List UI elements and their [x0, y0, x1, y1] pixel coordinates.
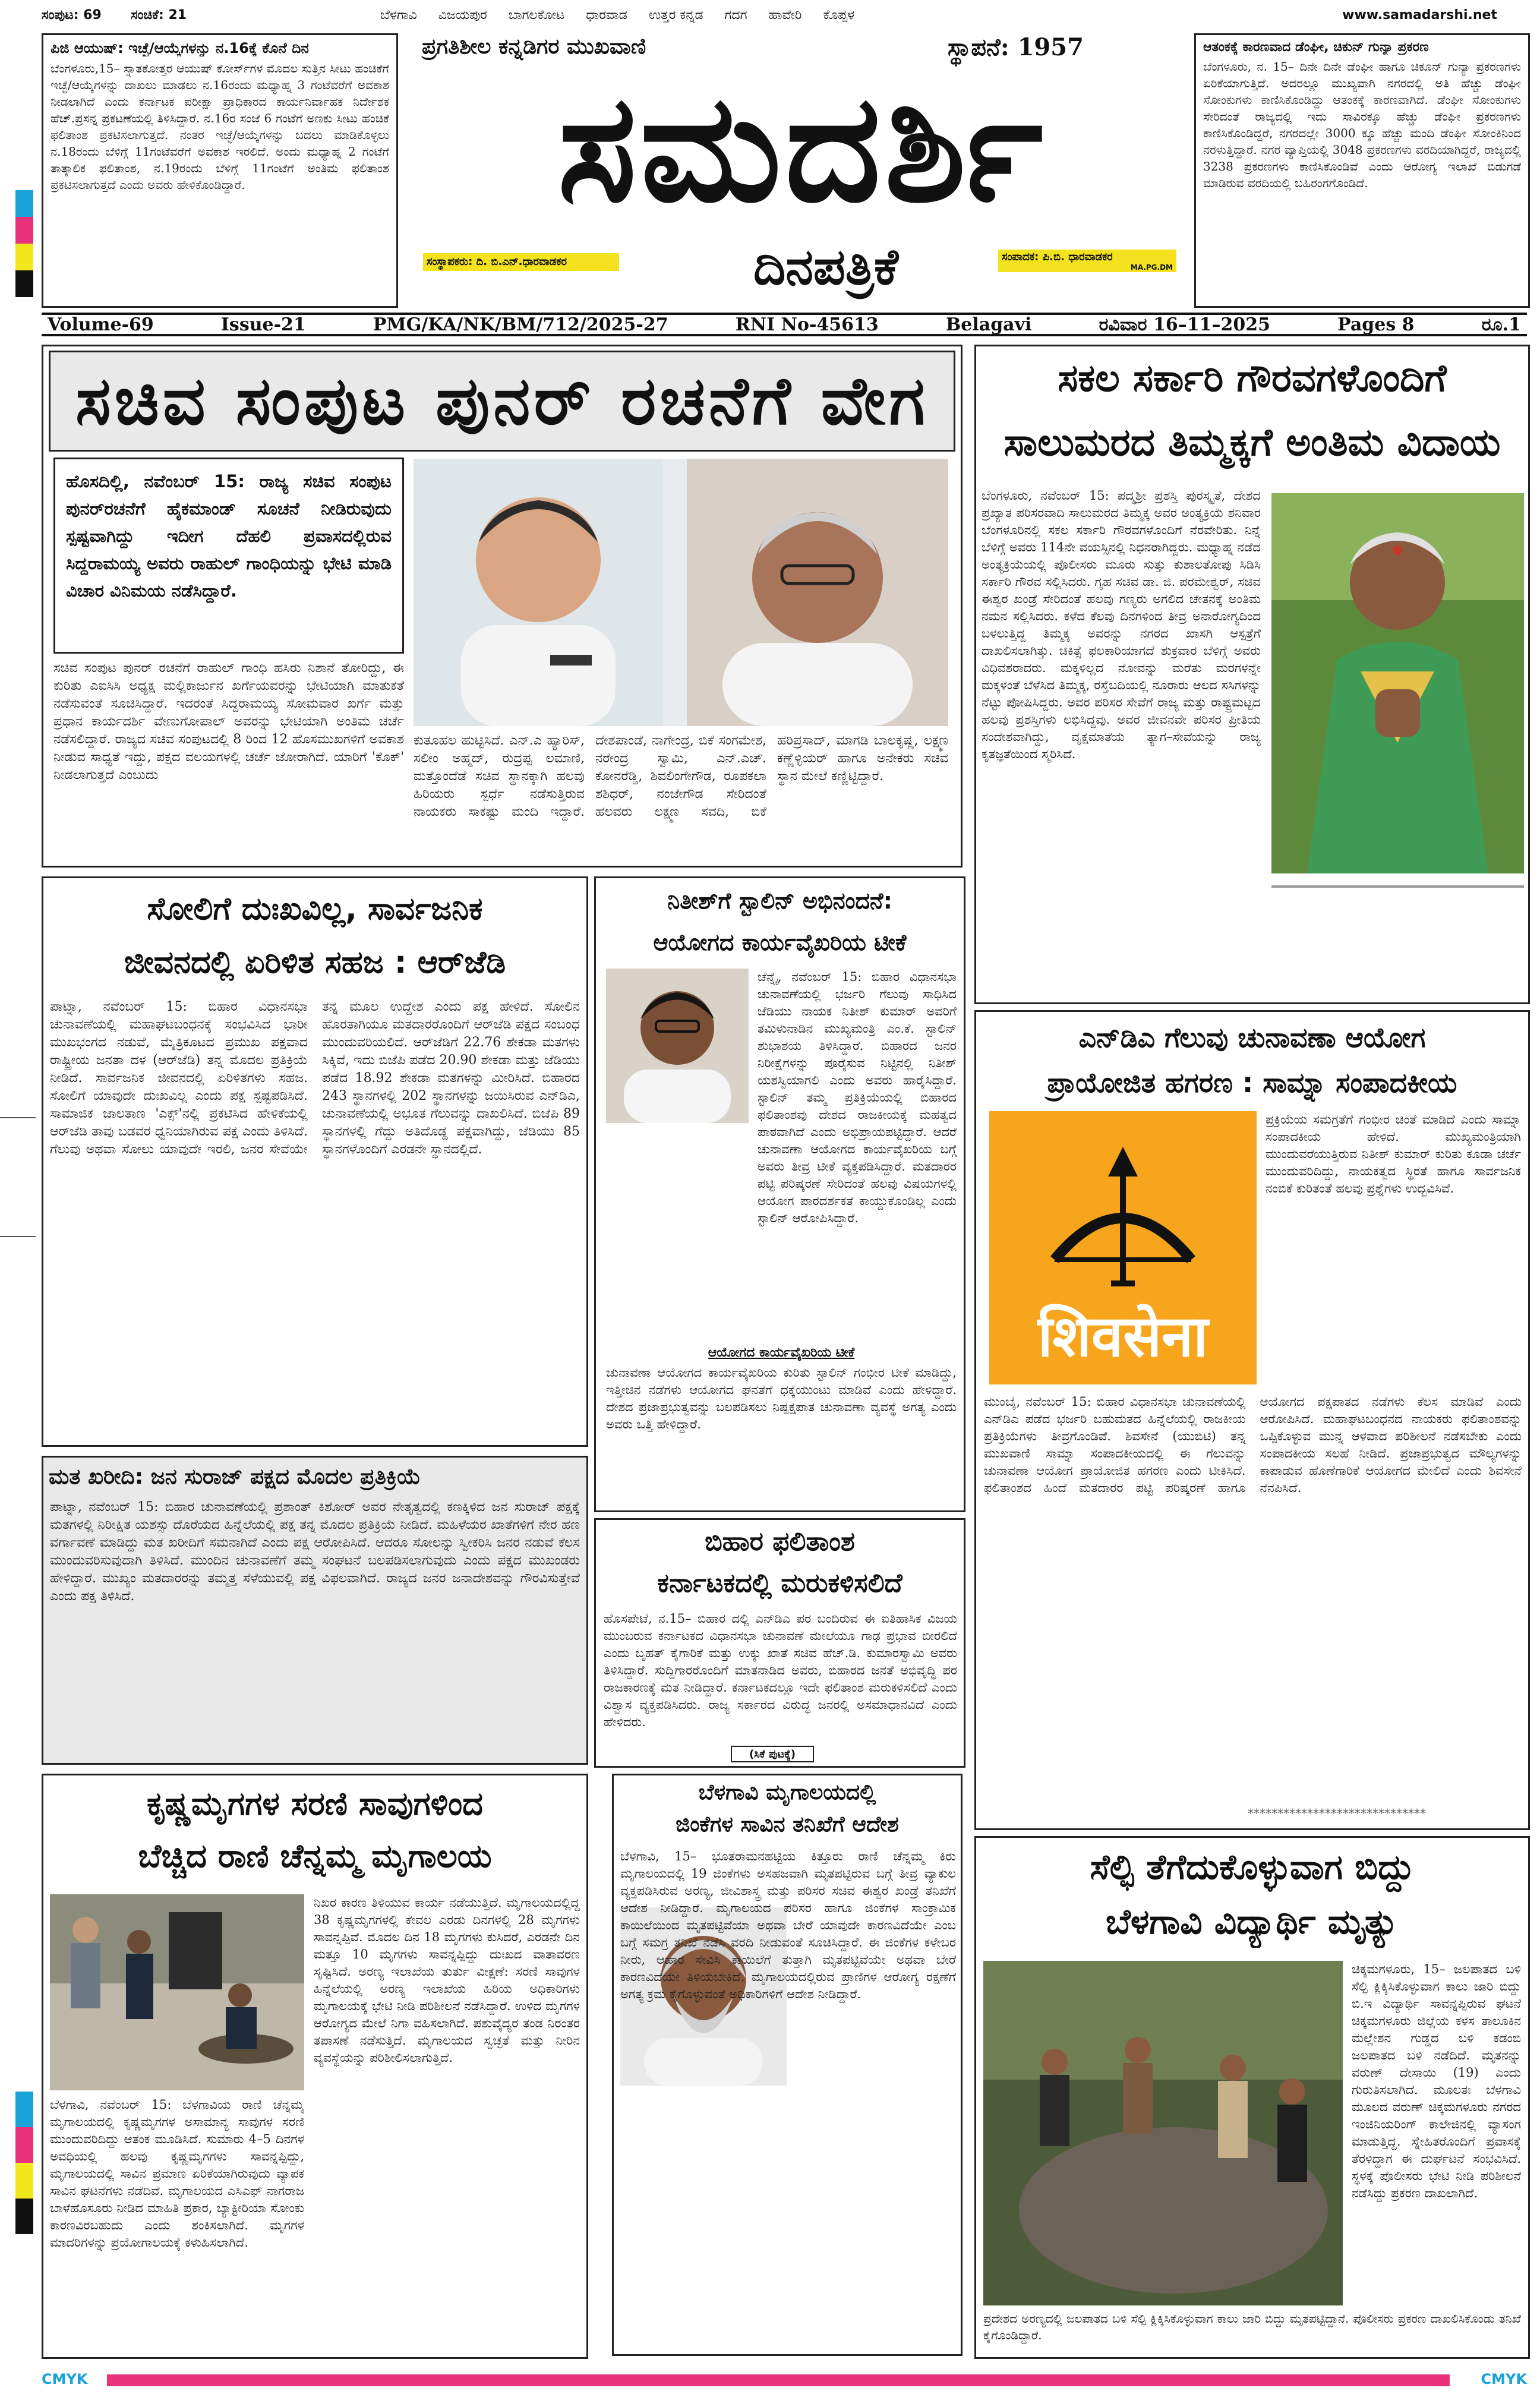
saamana-headline-2: ಪ್ರಾಯೋಜಿತ ಹಗರಣ : ಸಾಮ್ನಾ ಸಂಪಾದಕೀಯ	[1047, 1067, 1457, 1099]
selfie-headline-1: ಸೆಲ್ಫಿ ತೆಗೆದುಕೊಳ್ಳುವಾಗ ಬಿದ್ದು	[1090, 1847, 1415, 1887]
selfie-caption: ಪ್ರದೇಶದ ಅರಣ್ಯದಲ್ಲಿ ಜಲಪಾತದ ಬಳಿ ಸೆಲ್ಫಿ ಕ್ಲಿಕ್ಕಿಸಿಕೊಳ್ಳುವಾಗ ಕಾಲು ಜಾರಿ ಬಿದ್ದು ಮೃತಪಟ್ಟಿದ್ದಾನೆ. ಪೊಲೀಸರು ಪ್ರಕರಣ ದಾಖಲಿಸಿಕೊಂಡು ತನಿಖೆ ಕೈಗೊಂಡಿದ್ದಾರೆ.	[983, 2311, 1521, 2342]
top-bar	[42, 5, 1497, 25]
masthead-tagline: ಪ್ರಗತಿಶೀಲ ಕನ್ನಡಿಗರ ಮುಖವಾಣಿ	[422, 34, 646, 59]
issue-date: ರವಿವಾರ 16–11–2025	[1099, 314, 1270, 335]
deer-headline-2: ಜಿಂಕೆಗಳ ಸಾವಿನ ತನಿಖೆಗೆ ಆದೇಶ	[676, 1812, 899, 1837]
left-box-headline: ಪಿಜಿ ಆಯುಷ್: ಇಚ್ಛೆ/ಆಯ್ಕೆಗಳನ್ನು ನ.16ಕ್ಕೆ ಕೊನೆ ದಿನ	[51, 40, 309, 56]
selfie-headline-2: ಬೆಳಗಾವಿ ವಿದ್ಯಾರ್ಥಿ ಮೃತ್ಯು	[1105, 1901, 1399, 1942]
stalin-headline-1: ನಿತೀಶ್‌ಗೆ ಸ್ಟಾಲಿನ್ ಅಭಿನಂದನೆ:	[667, 888, 892, 914]
saamana-headline-1: ಎನ್‌ಡಿಎ ಗೆಲುವು ಚುನಾವಣಾ ಆಯೋಗ	[1078, 1021, 1426, 1054]
karnataka-body: ಹೊಸಪೇಟೆ, ನ.15– ಬಿಹಾರ ದಲ್ಲಿ ಎನ್‌ಡಿಎ ಪರ ಬಂದಿರುವ ಈ ಐತಿಹಾಸಿಕ ವಿಜಯ ಮುಂಬರುವ ಕರ್ನಾಟಕದ ವಿಧಾನಸಭಾ ಚುನಾವಣೆ ಮೇಲೆಯೂ ಗಾಢ ಪ್ರಭಾವ ಬೀರಲಿದೆ ಎಂದು ಬೃಹತ್ ಕೈಗಾರಿಕೆ ಮತ್ತು ಉಕ್ಕು ಖಾತೆ ಸಚಿವ ಹೆಚ್.ಡಿ. ಕುಮಾರಸ್ವಾಮಿ ಅವರು ತಿಳಿಸಿದ್ದಾರೆ. ಸುದ್ದಿಗಾರರೊಂದಿಗೆ ಮಾತನಾಡಿದ ಅವರು, ಬಿಹಾರದ ಜನತೆ ಅಭಿವೃದ್ಧಿ ಪರ ರಾಜಕಾರಣಕ್ಕೆ ಮತ ನೀಡಿದ್ದಾರೆ. ಕರ್ನಾಟಕದಲ್ಲೂ ಇದೇ ಫಲಿತಾಂಶ ಮರುಕಳಿಸಲಿದೆ ಎಂದು ವಿಶ್ವಾಸ ವ್ಯಕ್ತಪಡಿಸಿದರು. ರಾಜ್ಯ ಸರ್ಕಾರದ ವಿರುದ್ಧ ಜನರಲ್ಲಿ ಅಸಮಾಧಾನವಿದೆ ಎಂದು ಹೇಳಿದರು.	[604, 1611, 957, 1729]
selfie-photo	[983, 1961, 1343, 2305]
deer-photo-mask	[620, 1907, 793, 2086]
masthead-established: ಸ್ಥಾಪನೆ: 1957	[948, 33, 1084, 61]
edition-item: ಉತ್ತರ ಕನ್ನಡ	[648, 7, 703, 23]
left-news-box	[42, 33, 398, 308]
edition-list	[380, 8, 1342, 23]
stalin-subbody: ಚುನಾವಣಾ ಆಯೋಗದ ಕಾರ್ಯವೈಖರಿಯ ಕುರಿತು ಸ್ಟಾಲಿನ್ ಗಂಭೀರ ಟೀಕೆ ಮಾಡಿದ್ದು, ಇತ್ತೀಚಿನ ನಡೆಗಳು ಆಯೋಗದ ಘನತೆಗೆ ಧಕ್ಕೆಯುಂಟು ಮಾಡಿವೆ ಎಂದು ಹೇಳಿದ್ದಾರೆ. ದೇಶದ ಪ್ರಜಾಪ್ರಭುತ್ವವನ್ನು ಬಲಪಡಿಸಲು ನಿಷ್ಪಕ್ಷಪಾತ ಚುನಾವಣಾ ವ್ಯವಸ್ಥೆ ಅಗತ್ಯ ಎಂದು ಅವರು ಒತ್ತಿ ಹೇಳಿದ್ದಾರೆ.	[606, 1365, 957, 1431]
right-news-box	[1194, 33, 1530, 308]
page-count: Pages 8	[1337, 314, 1415, 335]
karnataka-headline-2: ಕರ್ನಾಟಕದಲ್ಲಿ ಮರುಕಳಿಸಲಿದೆ	[657, 1568, 902, 1598]
rjd-headline-1: ಸೋಲಿಗೆ ದುಃಖವಿಲ್ಲ, ಸಾರ್ವಜನಿಕ	[147, 891, 483, 927]
edition-item: ಬಾಗಲಕೋಟ	[508, 7, 565, 23]
rni-number: RNI No-45613	[735, 314, 879, 335]
karnataka-headline-1: ಬಿಹಾರ ಫಲಿತಾಂಶ	[705, 1526, 855, 1557]
saamana-separator: ******************************	[1248, 1806, 1426, 1821]
thimmakka-headline-2: ಸಾಲುಮರದ ತಿಮ್ಮಕ್ಕಗೆ ಅಂತಿಮ ವಿದಾಯ	[1003, 421, 1501, 465]
edition-item: ಧಾರವಾಡ	[586, 7, 627, 23]
jansuraaj-headline: ಮತ ಖರೀದಿ: ಜನ ಸುರಾಜ್ ಪಕ್ಷದ ಮೊದಲ ಪ್ರತಿಕ್ರಿಯೆ	[49, 1465, 421, 1489]
right-box-body: ಬೆಂಗಳೂರು, ನ. 15– ದಿನೇ ದಿನೇ ಡೆಂಘೀ ಹಾಗೂ ಚಿಕೂನ್ ಗುನ್ಯಾ ಪ್ರಕರಣಗಳು ಏರಿಕೆಯಾಗುತ್ತಿದೆ. ಅದರಲ್ಲೂ ಮುಖ್ಯವಾಗಿ ನಗರದಲ್ಲಿ ಅತಿ ಹೆಚ್ಚು ಡೆಂಘೀ ಸೋಂಕುಗಳು ಕಾಣಿಸಿಕೊಂಡಿದ್ದು ಆತಂಕಕ್ಕೆ ಕಾರಣವಾಗಿದೆ. ಡೆಂಘೀ ಸೋಂಕುಗಳು ಸೇರಿದಂತೆ ರಾಜ್ಯದಲ್ಲಿ ಇದು ಸಾವಿರಕ್ಕೂ ಹೆಚ್ಚು ಡೆಂಘೀ ಪ್ರಕರಣಗಳು ಕಾಣಿಸಿಕೊಂಡಿದ್ದರೆ, ನಗರದಲ್ಲೇ 3000 ಕ್ಕೂ ಹೆಚ್ಚು ಮಂದಿ ಡೆಂಘೀ ಸೋಂಕಿನಿಂದ ನರಳುತ್ತಿದ್ದಾರೆ. ನಗರ ವ್ಯಾಪ್ತಿಯಲ್ಲಿ 3048 ಪ್ರಕರಣಗಳು ವರದಿಯಾಗಿದ್ದರೆ, ರಾಜ್ಯದಲ್ಲಿ 3238 ಪ್ರಕರಣಗಳು ಕಾಣಿಸಿಕೊಂಡಿವೆ ಎಂದು ಆರೋಗ್ಯ ಇಲಾಖೆ ಬಿಡುಗಡೆ ಮಾಡಿರುವ ವರದಿಯಲ್ಲಿ ಬಹಿರಂಗಗೊಂಡಿದೆ.	[1203, 59, 1521, 190]
deer-body: ಬೆಳಗಾವಿ, 15– ಭೂತರಾಮನಹಟ್ಟಿಯ ಕಿತ್ತೂರು ರಾಣಿ ಚೆನ್ನಮ್ಮ ಕಿರು ಮೃಗಾಲಯದಲ್ಲಿ 19 ಜಿಂಕೆಗಳು ಅಸಹಜವಾಗಿ ಮೃತಪಟ್ಟಿರುವ ಬಗ್ಗೆ ತೀವ್ರ ವ್ಯಾಕುಲ ವ್ಯಕ್ತಪಡಿಸಿರುವ ಅರಣ್ಯ, ಜೀವಿಶಾಸ್ತ್ರ ಮತ್ತು ಪರಿಸರ ಸಚಿವ ಈಶ್ವರ ಖಂಡ್ರೆ ತನಿಖೆಗೆ ಆದೇಶ ನೀಡಿದ್ದಾರೆ. ಮೃಗಾಲಯದ ಪರಿಸರ ಹಾಗೂ ಜಿಂಕೆಗಳ ಸಾಂಕ್ರಾಮಿಕ ಕಾಯಿಲೆಯಿಂದ ಮೃತಪಟ್ಟಿವೆಯಾ ಅಥವಾ ಬೇರೆ ಯಾವುದೇ ಕಾರಣವಿದೆಯೇ ಎಂಬ ಬಗ್ಗೆ ಸಮಗ್ರ ತನಿಖೆ ನಡೆಸಿ ವರದಿ ನೀಡುವಂತೆ ಸೂಚಿಸಿದ್ದಾರೆ. ಈ ಜಿಂಕೆಗಳ ಕಳೇಬರ ನೀರು, ಆಹಾರ ಸೇವಿಸಿ ಕಾಯಿಲೆಗೆ ತುತ್ತಾಗಿ ಮೃತಪಟ್ಟಿವೆಯೇ ಅಥವಾ ಬೇರೆ ಕಾರಣವಿದೆಯೇ ತಿಳಿಯಬೇಕಿದೆ. ಮೃಗಾಲಯದಲ್ಲಿರುವ ಪ್ರಾಣಿಗಳ ಆರೋಗ್ಯ ರಕ್ಷಣೆಗೆ ಅಗತ್ಯ ಕ್ರಮ ಕೈಗೊಳ್ಳುವಂತೆ ಅಧಿಕಾರಿಗಳಿಗೆ ಆದೇಶ ನೀಡಿದ್ದಾರೆ.	[620, 1849, 956, 2001]
cabinet-body-left: ಸಚಿವ ಸಂಪುಟ ಪುನರ್ ರಚನೆಗೆ ರಾಹುಲ್ ಗಾಂಧಿ ಹಸಿರು ನಿಶಾನೆ ತೋರಿದ್ದು, ಈ ಕುರಿತು ಎಐಸಿಸಿ ಅಧ್ಯಕ್ಷ ಮಲ್ಲಿಕಾರ್ಜುನ ಖರ್ಗೆಯವರನ್ನು ಭೇಟಿಯಾಗಿ ಮಾತುಕತೆ ನಡೆಸುವಂತೆ ಸೂಚಿಸಿದ್ದಾರೆ. ಇದರಂತೆ ಸಿದ್ದರಾಮಯ್ಯ ಸೋಮವಾರ ಖರ್ಗೆ ಮತ್ತು ಪ್ರಧಾನ ಕಾರ್ಯದರ್ಶಿ ವೇಣುಗೋಪಾಲ್ ಅವರನ್ನು ಭೇಟಿಯಾಗಿ ಅಂತಿಮ ಚರ್ಚೆ ನಡೆಸಲಿದ್ದಾರೆ. ರಾಜ್ಯದ ಸಚಿವ ಸಂಪುಟದಲ್ಲಿ 8 ರಿಂದ 12 ಹೊಸಮುಖಗಳಿಗೆ ಅವಕಾಶ ನೀಡುವ ಸಾಧ್ಯತೆ ಇದ್ದು, ಪಕ್ಷದ ವಲಯಗಳಲ್ಲಿ ಚರ್ಚೆ ಜೋರಾಗಿದೆ. ಯಾರಿಗೆ 'ಕೊಕ್' ನೀಡಲಾಗುತ್ತದೆ ಎಂಬುದು	[53, 661, 404, 783]
editor-name: ಸಂಪಾದಕ: ಪಿ.ಬಿ. ಧಾರವಾಡಕರ	[1002, 251, 1113, 263]
volume-label: ಸಂಪುಟ: 69	[42, 7, 102, 23]
edition-item: ಹಾವೇರಿ	[768, 7, 802, 23]
blackbuck-body-right: ನಿಖರ ಕಾರಣ ತಿಳಿಯುವ ಕಾರ್ಯ ನಡೆಯುತ್ತಿದೆ. ಮೃಗಾಲಯದಲ್ಲಿದ್ದ 38 ಕೃಷ್ಣಮೃಗಗಳಲ್ಲಿ ಕೇವಲ ಎರಡು ದಿನಗಳಲ್ಲಿ 28 ಮೃಗಗಳು ಸಾವನ್ನಪ್ಪಿವೆ. ಮೊದಲ ದಿನ 18 ಮೃಗಗಳು ಕುಸಿದರೆ, ಎರಡನೇ ದಿನ ಮತ್ತೂ 10 ಮೃಗಗಳು ಸಾವನ್ನಪ್ಪಿದ್ದು ದುಃಖದ ವಾತಾವರಣ ಸೃಷ್ಟಿಸಿದೆ. ಅರಣ್ಯ ಇಲಾಖೆಯ ತುರ್ತು ವೀಕ್ಷಣೆ: ಸರಣಿ ಸಾವುಗಳ ಹಿನ್ನೆಲೆಯಲ್ಲಿ ಅರಣ್ಯ ಇಲಾಖೆಯ ಹಿರಿಯ ಅಧಿಕಾರಿಗಳು ಮೃಗಾಲಯಕ್ಕೆ ಭೇಟಿ ನೀಡಿ ಪರಿಶೀಲನೆ ನಡೆಸಿದ್ದಾರೆ. ಉಳಿದ ಮೃಗಗಳ ಆರೋಗ್ಯದ ಮೇಲೆ ನಿಗಾ ವಹಿಸಲಾಗಿದೆ. ಪಶುವೈದ್ಯರ ತಂಡ ನಿರಂತರ ತಪಾಸಣೆ ನಡೆಸುತ್ತಿದೆ. ಮೃಗಾಲಯದ ಸ್ವಚ್ಛತೆ ಮತ್ತು ನೀರಿನ ವ್ಯವಸ್ಥೆಯನ್ನು ಪರಿಶೀಲಿಸಲಾಗುತ್ತಿದೆ.	[314, 1895, 580, 2065]
left-box-body: ಬೆಂಗಳೂರು,15– ಸ್ನಾತಕೋತ್ತರ ಆಯುಷ್ ಕೋರ್ಸ್‌ಗಳ ಮೊದಲ ಸುತ್ತಿನ ಸೀಟು ಹಂಚಿಕೆಗೆ ಇಚ್ಛೆ/ಆಯ್ಕೆಗಳನ್ನು ದಾಖಲು ಮಾಡಲು ನ.16ರಂದು ಮಧ್ಯಾಹ್ನ 3 ಗಂಟೆವರೆಗೆ ಅವಕಾಶ ನೀಡಲಾಗಿದೆ ಎಂದು ಕರ್ನಾಟಕ ಪರೀಕ್ಷಾ ಪ್ರಾಧಿಕಾರದ ಕಾರ್ಯನಿರ್ವಾಹಕ ನಿರ್ದೇಶಕ ಹೆಚ್.ಪ್ರಸನ್ನ ಪ್ರಕಟಣೆಯಲ್ಲಿ ತಿಳಿಸಿದ್ದಾರೆ. ನ.16ರ ಸಂಜೆ 6 ಗಂಟೆಗೆ ಅಣಕು ಸೀಟು ಹಂಚಿಕೆ ಫಲಿತಾಂಶ ಪ್ರಕಟಿಸಲಾಗುತ್ತದೆ. ನಂತರ ಇಚ್ಛೆ/ಆಯ್ಕೆಗಳನ್ನು ಬದಲು ಮಾಡಿಕೊಳ್ಳಲು ನ.18ರಂದು ಬೆಳಿಗ್ಗೆ 11ಗಂಟೆವರೆಗೆ ಅವಕಾಶ ಇರಲಿದೆ. ಅಂದು ಮಧ್ಯಾಹ್ನ 2 ಗಂಟೆಗೆ ತಾತ್ಕಾಲಿಕ ಫಲಿತಾಂಶ, ನ.19ರಂದು ಬೆಳಿಗ್ಗೆ 11ಗಂಟೆಗೆ ಅಂತಿಮ ಫಲಿತಾಂಶ ಪ್ರಕಟಿಸಲಾಗುತ್ತದೆ ಎಂದು ಅವರು ಹೇಳಿಕೊಂಡಿದ್ದಾರೆ.	[51, 61, 389, 192]
cmyk-marker-left	[15, 190, 33, 297]
blackbuck-headline-1: ಕೃಷ್ಣಮೃಗಗಳ ಸರಣಿ ಸಾವುಗಳಿಂದ	[146, 1785, 484, 1822]
edition-item: ಬೆಳಗಾವಿ	[380, 7, 417, 23]
selfie-body: ಚಿಕ್ಕಮಗಳೂರು, 15– ಜಲಪಾತದ ಬಳಿ ಸೆಲ್ಫಿ ಕ್ಲಿಕ್ಕಿಸಿಕೊಳ್ಳುವಾಗ ಕಾಲು ಜಾರಿ ಬಿದ್ದು ಬಿ.ಇ ವಿದ್ಯಾರ್ಥಿ ಸಾವನ್ನಪ್ಪಿರುವ ಘಟನೆ ಚಿಕ್ಕಮಗಳೂರು ಜಿಲ್ಲೆಯ ಕಳಸ ತಾಲೂಕಿನ ಮಲ್ಲೇಶನ ಗುಡ್ಡದ ಬಳಿ ಕಡಂಬಿ ಜಲಪಾತದ ಬಳಿ ನಡೆದಿದೆ. ಮೃತನನ್ನು ವರುಣ್ ದೇಸಾಯಿ (19) ಎಂದು ಗುರುತಿಸಲಾಗಿದೆ. ಮೂಲತಃ ಬೆಳಗಾವಿ ಮೂಲದ ವರುಣ್ ಚಿಕ್ಕಮಗಳೂರು ನಗರದ ಇಂಜಿನಿಯರಿಂಗ್ ಕಾಲೇಜಿನಲ್ಲಿ ವ್ಯಾಸಂಗ ಮಾಡುತ್ತಿದ್ದ. ಸ್ನೇಹಿತರೊಂದಿಗೆ ಪ್ರವಾಸಕ್ಕೆ ತೆರಳಿದ್ದಾಗ ಈ ದುರ್ಘಟನೆ ಸಂಭವಿಸಿದೆ. ಸ್ಥಳಕ್ಕೆ ಪೊಲೀಸರು ಭೇಟಿ ನೀಡಿ ಪರಿಶೀಲನೆ ನಡೆಸಿದ್ದು ಪ್ರಕರಣ ದಾಖಲಾಗಿದೆ.	[1352, 1962, 1521, 2200]
masthead-title: ಸಮದರ್ಶಿ	[557, 62, 1047, 235]
edition-item: ಗದಗ	[724, 7, 747, 23]
editor-degree: MA.PG.DM	[1130, 263, 1173, 272]
thimmakka-body: ಬೆಂಗಳೂರು, ನವೆಂಬರ್ 15: ಪದ್ಮಶ್ರೀ ಪ್ರಶಸ್ತಿ ಪುರಸ್ಕೃತೆ, ದೇಶದ ಪ್ರಖ್ಯಾತ ಪರಿಸರವಾದಿ ಸಾಲುಮರದ ತಿಮ್ಮಕ್ಕ ಅವರ ಅಂತ್ಯಕ್ರಿಯೆ ಶನಿವಾರ ಬೆಂಗಳೂರಿನಲ್ಲಿ ಸಕಲ ಸರ್ಕಾರಿ ಗೌರವಗಳೊಂದಿಗೆ ನೆರವೇರಿತು. ನಿನ್ನೆ ಬೆಳಿಗ್ಗೆ ಅವರು 114ನೇ ವಯಸ್ಸಿನಲ್ಲಿ ನಿಧನರಾಗಿದ್ದರು. ಮಧ್ಯಾಹ್ನ ನಡೆದ ಅಂತ್ಯಕ್ರಿಯೆಯಲ್ಲಿ ಪೊಲೀಸರು ಮೂರು ಸುತ್ತು ಕುಶಾಲತೋಪು ಸಿಡಿಸಿ ಸರ್ಕಾರಿ ಗೌರವ ಸಲ್ಲಿಸಿದರು. ಗೃಹ ಸಚಿವ ಡಾ. ಜಿ. ಪರಮೇಶ್ವರ್, ಸಚಿವ ಈಶ್ವರ ಖಂಡ್ರೆ ಸೇರಿದಂತೆ ಹಲವು ಗಣ್ಯರು ಅಗಲಿದ ಚೇತನಕ್ಕೆ ಅಂತಿಮ ನಮನ ಸಲ್ಲಿಸಿದರು. ಕಳೆದ ಕೆಲವು ದಿನಗಳಿಂದ ತೀವ್ರ ಅನಾರೋಗ್ಯದಿಂದ ಬಳಲುತ್ತಿದ್ದ ತಿಮ್ಮಕ್ಕ ಅವರನ್ನು ನಗರದ ಖಾಸಗಿ ಆಸ್ಪತ್ರೆಗೆ ದಾಖಲಿಸಲಾಗಿತ್ತು. ಚಿಕಿತ್ಸೆ ಫಲಕಾರಿಯಾಗದೆ ಶುಕ್ರವಾರ ಬೆಳಿಗ್ಗೆ ಅವರು ವಿಧಿವಶರಾದರು. ಮಕ್ಕಳಿಲ್ಲದ ನೋವನ್ನು ಮರೆತು ಮರಗಳನ್ನೇ ಮಕ್ಕಳಂತೆ ಬೆಳೆಸಿದ ತಿಮ್ಮಕ್ಕ, ರಸ್ತೆಬದಿಯಲ್ಲಿ ನೂರಾರು ಆಲದ ಸಸಿಗಳನ್ನು ನೆಟ್ಟು ಪೋಷಿಸಿದ್ದರು. ಅವರ ಪರಿಸರ ಸೇವೆಗೆ ರಾಜ್ಯ ಮತ್ತು ರಾಷ್ಟ್ರಮಟ್ಟದ ಹಲವು ಪ್ರಶಸ್ತಿಗಳು ಲಭಿಸಿದ್ದವು. ಅವರ ಜೀವನವೇ ಪರಿಸರ ಪ್ರೀತಿಯ ಸಂದೇಶವಾಗಿದ್ದು, ವೃಕ್ಷಮಾತೆಯ ತ್ಯಾಗ–ಸೇವೆಯನ್ನು ರಾಜ್ಯ ಕೃತಜ್ಞತೆಯಿಂದ ಸ್ಮರಿಸಿದೆ.	[982, 488, 1261, 761]
cabinet-body-right: ಕುತೂಹಲ ಹುಟ್ಟಿಸಿದೆ. ಎನ್.ಎ ಹ್ಯಾರಿಸ್, ಸಲೀಂ ಅಹ್ಮದ್, ರುದ್ರಪ್ಪ ಲಮಾಣಿ, ಮತ್ತೊಂದೆಡೆ ಸಚಿವ ಸ್ಥಾನಕ್ಕಾಗಿ ಹಲವು ಹಿರಿಯರು ಸ್ಪರ್ಧೆ ನಡೆಸುತ್ತಿರುವ ನಾಯಕರು ಸಾಕಷ್ಟು ಮಂದಿ ಇದ್ದಾರೆ. ದೇಶಪಾಂಡೆ, ನಾಗೇಂದ್ರ, ಬಿಕೆ ಸಂಗಮೇಶ, ನರೇಂದ್ರ ಸ್ವಾಮಿ, ಎನ್.ಎಚ್. ಕೋನರೆಡ್ಡಿ, ಶಿವಲಿಂಗೇಗೌಡ, ರೂಪಕಲಾ ಶಶಿಧರ್, ನಂಜೇಗೌಡ ಸೇರಿದಂತೆ ಹಲವರು ಲಕ್ಷ್ಮಣ ಸವದಿ, ಬಿಕೆ ಹರಿಪ್ರಸಾದ್, ಮಾಗಡಿ ಬಾಲಕೃಷ್ಣ, ಲಕ್ಷ್ಮಣ ಕಣ್ಣೆಳ್ಳಿಯರ್ ಹಾಗೂ ಅನೇಕರು ಸಚಿವ ಸ್ಥಾನ ಮೇಲೆ ಕಣ್ಣಿಟ್ಟಿದ್ದಾರೆ.	[414, 733, 948, 819]
registration-cross-left-2	[0, 1236, 36, 1237]
registration-number: PMG/KA/NK/BM/712/2025-27	[373, 314, 668, 335]
info-bar	[42, 313, 1527, 336]
website-link[interactable]: www.samadarshi.net	[1342, 7, 1497, 23]
price: ರೂ.1	[1481, 314, 1521, 335]
thimmakka-headline-1: ಸಕಲ ಸರ್ಕಾರಿ ಗೌರವಗಳೊಂದಿಗೆ	[1058, 357, 1447, 400]
shivsena-logo	[989, 1111, 1257, 1384]
deer-headline-1: ಬೆಳಗಾವಿ ಮೃಗಾಲಯದಲ್ಲಿ	[698, 1780, 876, 1805]
saamana-body-bottom: ಮುಂಬೈ, ನವೆಂಬರ್ 15: ಬಿಹಾರ ವಿಧಾನಸಭಾ ಚುನಾವಣೆಯಲ್ಲಿ ಎನ್‌ಡಿಎ ಪಡೆದ ಭರ್ಜರಿ ಬಹುಮತದ ಹಿನ್ನೆಲೆಯಲ್ಲಿ ರಾಜಕೀಯ ಪ್ರತಿಕ್ರಿಯೆಗಳು ತೀವ್ರಗೊಂಡಿವೆ. ಶಿವಸೇನೆ (ಯುಬಿಟಿ) ತನ್ನ ಮುಖವಾಣಿ ಸಾಮ್ನಾ ಸಂಪಾದಕೀಯದಲ್ಲಿ ಈ ಗೆಲುವನ್ನು ಚುನಾವಣಾ ಆಯೋಗ ಪ್ರಾಯೋಜಿತ ಹಗರಣ ಎಂದು ಟೀಕಿಸಿದೆ. ಫಲಿತಾಂಶದ ಹಿಂದೆ ಮತದಾರರ ಪಟ್ಟಿ ಪರಿಷ್ಕರಣೆ ಹಾಗೂ ಆಯೋಗದ ಪಕ್ಷಪಾತದ ನಡೆಗಳು ಕೆಲಸ ಮಾಡಿವೆ ಎಂದು ಆರೋಪಿಸಿದೆ. ಮಹಾಘಟಬಂಧನದ ನಾಯಕರು ಫಲಿತಾಂಶವನ್ನು ಒಪ್ಪಿಕೊಳ್ಳುವ ಮುನ್ನ ಆಳವಾದ ಪರಿಶೀಲನೆ ನಡೆಸಬೇಕು ಎಂದು ಸಂಪಾದಕೀಯ ಸಲಹೆ ನೀಡಿದೆ. ಪ್ರಜಾಪ್ರಭುತ್ವದ ಮೌಲ್ಯಗಳನ್ನು ಕಾಪಾಡುವ ಹೊಣೆಗಾರಿಕೆ ಆಯೋಗದ ಮೇಲಿದೆ ಎಂದು ಶಿವಸೇನೆ ನೆನಪಿಸಿದೆ.	[984, 1395, 1522, 1495]
stalin-headline-2: ಆಯೋಗದ ಕಾರ್ಯವೈಖರಿಯ ಟೀಕೆ	[653, 929, 907, 955]
cabinet-lead-box	[53, 458, 404, 654]
cabinet-headline: ಸಚಿವ ಸಂಪುಟ ಪುನರ್ ರಚನೆಗೆ ವೇಗ	[75, 362, 929, 440]
rjd-body: ಪಾಟ್ನಾ, ನವೆಂಬರ್ 15: ಬಿಹಾರ ವಿಧಾನಸಭಾ ಚುನಾವಣೆಯಲ್ಲಿ ಮಹಾಘಟಬಂಧನಕ್ಕೆ ಸಂಭವಿಸಿದ ಭಾರೀ ಮುಖಭಂಗದ ನಡುವೆ, ಮೈತ್ರಿಕೂಟದ ಪ್ರಮುಖ ಪಕ್ಷವಾದ ರಾಷ್ಟ್ರೀಯ ಜನತಾ ದಳ (ಆರ್‌ಜೆಡಿ) ತನ್ನ ಮೊದಲ ಪ್ರತಿಕ್ರಿಯೆ ನೀಡಿದೆ. ಸಾರ್ವಜನಿಕ ಜೀವನದಲ್ಲಿ ಏರಿಳಿತಗಳು ಸಹಜ. ಸೋಲಿಗೆ ಯಾವುದೇ ದುಃಖವಿಲ್ಲ ಎಂದು ಪಕ್ಷ ಸ್ಪಷ್ಟಪಡಿಸಿದೆ. ಸಾಮಾಜಿಕ ಜಾಲತಾಣ 'ಎಕ್ಸ್'ನಲ್ಲಿ ಪ್ರಕಟಿಸಿದ ಹೇಳಿಕೆಯಲ್ಲಿ ಆರ್‌ಜೆಡಿ ತಾವು ಬಡವರ ಧ್ವನಿಯಾಗಿರುವ ಪಕ್ಷ ಎಂದು ತಿಳಿಸಿದೆ. ಗೆಲುವು ಅಥವಾ ಸೋಲು ಯಾವುದೇ ಇರಲಿ, ಜನರ ಸೇವೆಯೇ ತನ್ನ ಮೂಲ ಉದ್ದೇಶ ಎಂದು ಪಕ್ಷ ಹೇಳಿದೆ. ಸೋಲಿನ ಹೊರತಾಗಿಯೂ ಮತದಾರರೊಂದಿಗೆ ಆರ್‌ಜೆಡಿ ಪಕ್ಷದ ಸಂಬಂಧ ಮುಂದುವರಿಯಲಿದೆ. ಆರ್‌ಜೆಡಿಗೆ 22.76 ಶೇಕಡಾ ಮತಗಳು ಸಿಕ್ಕಿವೆ, ಇದು ಬಿಜೆಪಿ ಪಡೆದ 20.90 ಶೇಕಡಾ ಮತ್ತು ಜೆಡಿಯು ಪಡೆದ 18.92 ಶೇಕಡಾ ಮತಗಳನ್ನು ಮೀರಿಸಿದೆ. ಬಿಹಾರದ 243 ಸ್ಥಾನಗಳಲ್ಲಿ 202 ಸ್ಥಾನಗಳನ್ನು ಜಯಿಸಿರುವ ಎನ್‌ಡಿಎ, ಚುನಾವಣೆಯಲ್ಲಿ ಅಭೂತ ಗೆಲುವನ್ನು ದಾಖಲಿಸಿದೆ. ಬಿಜೆಪಿ 89 ಸ್ಥಾನಗಳಲ್ಲಿ ಗೆದ್ದು ಅತಿದೊಡ್ಡ ಪಕ್ಷವಾಗಿದ್ದು, ಜೆಡಿಯು 85 ಸ್ಥಾನಗಳೊಂದಿಗೆ ಎರಡನೇ ಸ್ಥಾನದಲ್ಲಿದೆ.	[50, 999, 580, 1157]
cabinet-photo	[414, 459, 948, 726]
stalin-body: ಚೆನ್ನೈ, ನವೆಂಬರ್ 15: ಬಿಹಾರ ವಿಧಾನಸಭಾ ಚುನಾವಣೆಯಲ್ಲಿ ಭರ್ಜರಿ ಗೆಲುವು ಸಾಧಿಸಿದ ಜೆಡಿಯು ನಾಯಕ ನಿತೀಶ್ ಕುಮಾರ್ ಅವರಿಗೆ ತಮಿಳುನಾಡಿನ ಮುಖ್ಯಮಂತ್ರಿ ಎಂ.ಕೆ. ಸ್ಟಾಲಿನ್ ಶುಭಾಶಯ ತಿಳಿಸಿದ್ದಾರೆ. ಬಿಹಾರದ ಜನರ ನಿರೀಕ್ಷೆಗಳನ್ನು ಪೂರೈಸುವ ನಿಟ್ಟಿನಲ್ಲಿ ನಿತೀಶ್ ಯಶಸ್ವಿಯಾಗಲಿ ಎಂದು ಅವರು ಹಾರೈಸಿದ್ದಾರೆ. ಸ್ಟಾಲಿನ್ ತಮ್ಮ ಪ್ರತಿಕ್ರಿಯೆಯಲ್ಲಿ ಬಿಹಾರದ ಫಲಿತಾಂಶವು ದೇಶದ ರಾಜಕೀಯಕ್ಕೆ ಮಹತ್ವದ ಪಾಠವಾಗಿದೆ ಎಂದು ಅಭಿಪ್ರಾಯಪಟ್ಟಿದ್ದಾರೆ. ಆದರೆ ಚುನಾವಣಾ ಆಯೋಗದ ಕಾರ್ಯವೈಖರಿಯ ಬಗ್ಗೆ ಅವರು ತೀವ್ರ ಟೀಕೆ ವ್ಯಕ್ತಪಡಿಸಿದ್ದಾರೆ. ಮತದಾರರ ಪಟ್ಟಿ ಪರಿಷ್ಕರಣೆ ಸೇರಿದಂತೆ ಹಲವು ವಿಷಯಗಳಲ್ಲಿ ಆಯೋಗ ಪಾರದರ್ಶಕತೆ ಕಾಯ್ದುಕೊಂಡಿಲ್ಲ ಎಂದು ಸ್ಟಾಲಿನ್ ಆರೋಪಿಸಿದ್ದಾರೆ.	[758, 970, 957, 1225]
issue-label: ಸಂಚಿಕೆ: 21	[131, 7, 187, 23]
footer-cmyk-right: CMYK	[1481, 2371, 1527, 2387]
masthead-subtitle: ದಿನಪತ್ರಿಕೆ	[753, 238, 899, 296]
volume-number: Volume-69	[48, 314, 154, 335]
shivsena-logo-text: शिवसेना	[1037, 1303, 1208, 1370]
edition-item: ಕೊಪ್ಪಳ	[823, 7, 855, 23]
blackbuck-body-left: ಬೆಳಗಾವಿ, ನವೆಂಬರ್ 15: ಬೆಳಗಾವಿಯ ರಾಣಿ ಚೆನ್ನಮ್ಮ ಮೃಗಾಲಯದಲ್ಲಿ ಕೃಷ್ಣಮೃಗಗಳ ಅಸಾಮಾನ್ಯ ಸಾವುಗಳ ಸರಣಿ ಮುಂದುವರಿದಿದ್ದು ಆತಂಕ ಮೂಡಿಸಿದೆ. ಸುಮಾರು 4–5 ದಿನಗಳ ಅವಧಿಯಲ್ಲಿ ಹಲವು ಕೃಷ್ಣಮೃಗಗಳು ಸಾವನ್ನಪ್ಪಿದ್ದು, ಮೃಗಾಲಯದಲ್ಲಿ ಸಾವಿನ ಪ್ರಮಾಣ ಏರಿಕೆಯಾಗಿರುವುದು ವ್ಯಾಪಕ ಸಾವಿನ ಘಟನೆಗಳು ನಡೆದಿವೆ. ಮೃಗಾಲಯದ ಎಸಿಎಫ್ ನಾಗರಾಜ ಬಾಳೆಹೊಸೂರು ನೀಡಿದ ಮಾಹಿತಿ ಪ್ರಕಾರ, ಬ್ಯಾಕ್ಟೀರಿಯಾ ಸೋಂಕು ಕಾರಣವಿರಬಹುದು ಎಂದು ಶಂಕಿಸಲಾಗಿದೆ. ಮೃಗಗಳ ಮಾದರಿಗಳನ್ನು ಪ್ರಯೋಗಾಲಯಕ್ಕೆ ಕಳುಹಿಸಲಾಗಿದೆ.	[50, 2097, 304, 2250]
footer-bar	[107, 2374, 1450, 2386]
footer-cmyk-left: CMYK	[42, 2371, 88, 2387]
city-name: Belagavi	[945, 314, 1032, 335]
registration-cross-left	[0, 1117, 36, 1118]
rjd-headline-2: ಜೀವನದಲ್ಲಿ ಏರಿಳಿತ ಸಹಜ : ಆರ್‌ಜೆಡಿ	[124, 945, 506, 980]
cabinet-lead: ಹೊಸದಿಲ್ಲಿ, ನವೆಂಬರ್ 15: ರಾಜ್ಯ ಸಚಿವ ಸಂಪುಟ ಪುನರ್‌ರಚನೆಗೆ ಹೈಕಮಾಂಡ್ ಸೂಚನೆ ನೀಡಿರುವುದು ಸ್ಪಷ್ಟವಾಗಿದ್ದು ಇದೀಗ ದೆಹಲಿ ಪ್ರವಾಸದಲ್ಲಿರುವ ಸಿದ್ದರಾಮಯ್ಯ ಅವರು ರಾಹುಲ್ ಗಾಂಧಿಯನ್ನು ಭೇಟಿ ಮಾಡಿ ವಿಚಾರ ವಿನಿಮಯ ನಡೆಸಿದ್ದಾರೆ.	[66, 471, 392, 601]
issue-number: Issue-21	[220, 314, 306, 335]
karnataka-continued-tag[interactable]: (ಸಿಕೆ ಪುಟಕ್ಕೆ)	[731, 1746, 814, 1762]
jansuraaj-body: ಪಾಟ್ನಾ, ನವೆಂಬರ್ 15: ಬಿಹಾರ ಚುನಾವಣೆಯಲ್ಲಿ ಪ್ರಶಾಂತ್ ಕಿಶೋರ್ ಅವರ ನೇತೃತ್ವದಲ್ಲಿ ಕಣಕ್ಕಿಳಿದ ಜನ ಸುರಾಜ್ ಪಕ್ಷಕ್ಕೆ ಮತಗಳಲ್ಲಿ ನಿರೀಕ್ಷಿತ ಯಶಸ್ಸು ದೊರೆಯದ ಹಿನ್ನೆಲೆಯಲ್ಲಿ ಪಕ್ಷ ತನ್ನ ಮೊದಲ ಪ್ರತಿಕ್ರಿಯೆ ನೀಡಿದೆ. ಮಹಿಳೆಯರ ಖಾತೆಗಳಿಗೆ ನೇರ ಹಣ ವರ್ಗಾವಣೆ ಮಾಡಿದ್ದು ಮತ ಖರೀದಿಗೆ ಸಮನಾಗಿದೆ ಎಂದು ಪಕ್ಷ ಆರೋಪಿಸಿದೆ. ಆದರೂ ಸೋಲನ್ನು ಸ್ವೀಕರಿಸಿ ಜನರ ನಡುವೆ ಕೆಲಸ ಮುಂದುವರಿಸುವುದಾಗಿ ತಿಳಿಸಿದೆ. ಮುಂದಿನ ಚುನಾವಣೆಗೆ ತಮ್ಮ ಸಂಘಟನೆ ಬಲಪಡಿಸಲಾಗುವುದು ಎಂದು ಪಕ್ಷದ ಮುಖಂಡರು ಹೇಳಿದ್ದಾರೆ. ಮುಖ್ಯಂ ಮತದಾರರನ್ನು ತಮ್ಮತ್ತ ಸೆಳೆಯುವಲ್ಲಿ ಪಕ್ಷ ವಿಫಲವಾಗಿದೆ. ರಾಜ್ಯದ ಜನರ ಜನಾದೇಶವನ್ನು ಗೌರವಿಸುತ್ತೇವೆ ಎಂದು ಪಕ್ಷ ತಿಳಿಸಿದೆ.	[50, 1500, 580, 1604]
thimmakka-caption	[1271, 876, 1524, 995]
blackbuck-headline-2: ಬೆಚ್ಚಿದ ರಾಣಿ ಚೆನ್ನಮ್ಮ ಮೃಗಾಲಯ	[138, 1837, 492, 1875]
thimmakka-photo	[1271, 493, 1524, 873]
edition-item: ವಿಜಯಪುರ	[438, 7, 487, 23]
saamana-body-top: ಪ್ರಕ್ರಿಯೆಯ ಸಮಗ್ರತೆಗೆ ಗಂಭೀರ ಚಿಂತೆ ಮಾಡಿದೆ ಎಂದು ಸಾಮ್ನಾ ಸಂಪಾದಕೀಯ ಹೇಳಿದೆ. ಮುಖ್ಯಮಂತ್ರಿಯಾಗಿ ಮುಂದುವರೆಯುತ್ತಿರುವ ನಿತೀಶ್ ಕುಮಾರ್ ಕುರಿತು ಕೂಡಾ ಚರ್ಚೆ ಮುಂದುವರಿದಿದ್ದು, ನಾಯಕತ್ವದ ಸ್ಥಿರತೆ ಹಾಗೂ ಸಾರ್ವಜನಿಕ ನಂಬಿಕೆ ಕುರಿತಂತೆ ಹಲವು ಪ್ರಶ್ನೆಗಳು ಉದ್ಭವಿಸಿವೆ.	[1266, 1112, 1521, 1196]
editor-label	[998, 250, 1176, 272]
founder-label: ಸಂಸ್ಥಾಪಕರು: ದಿ. ಬಿ.ಎನ್.ಧಾರವಾಡಕರ	[423, 253, 619, 271]
stalin-subhead: ಆಯೋಗದ ಕಾರ್ಯವೈಖರಿಯ ಟೀಕೆ	[708, 1345, 855, 1360]
blackbuck-photo	[50, 1894, 304, 2090]
right-box-headline: ಆತಂಕಕ್ಕೆ ಕಾರಣವಾದ ಡೆಂಘೀ, ಚಿಕುನ್ ಗುನ್ಯಾ ಪ್ರಕರಣ	[1203, 40, 1429, 55]
cmyk-marker-left-2	[15, 2092, 33, 2234]
